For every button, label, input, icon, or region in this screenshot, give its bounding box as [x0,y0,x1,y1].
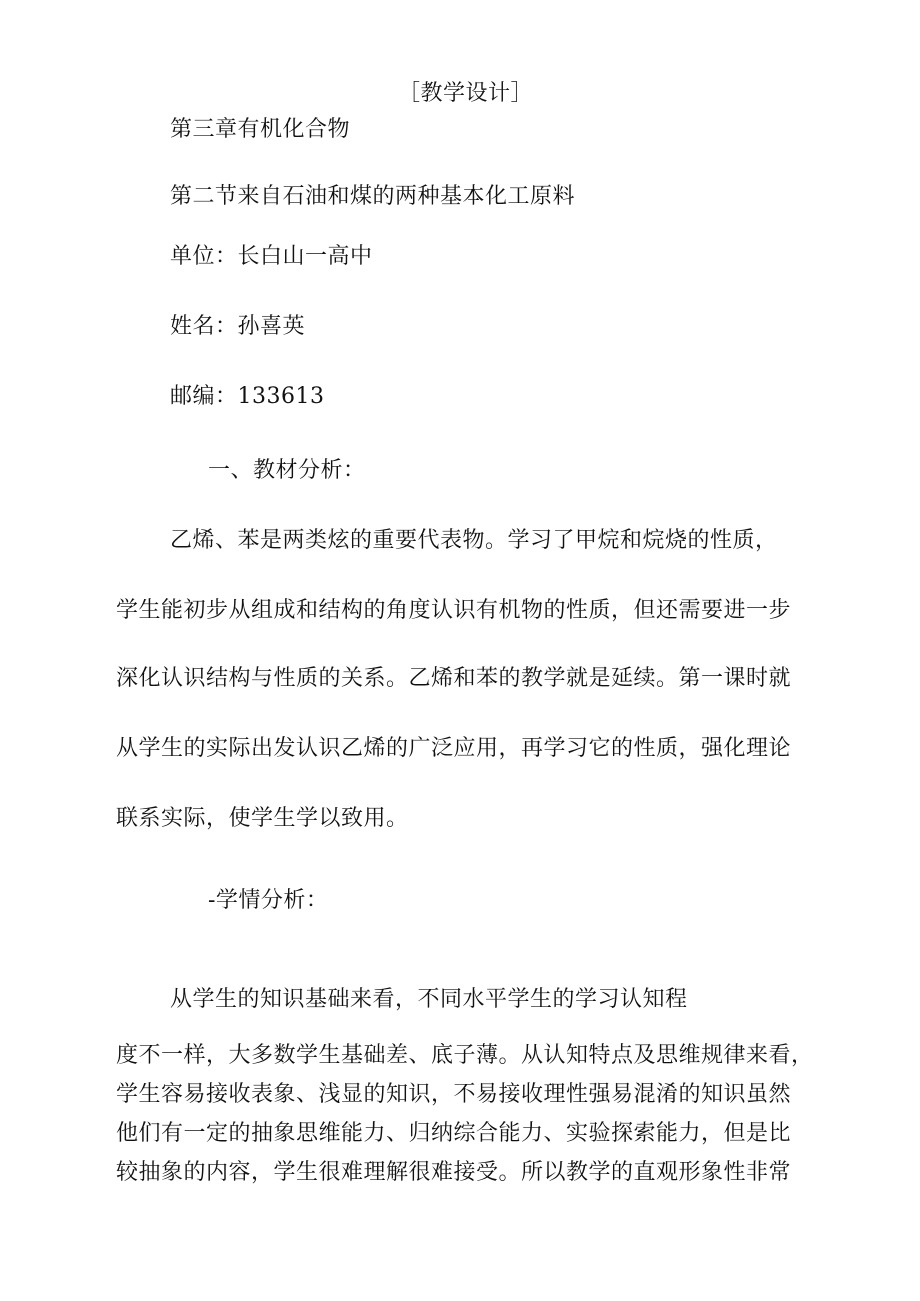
section1-line: 乙烯、苯是两类炫的重要代表物。学习了甲烷和烷烧的性质， [170,528,778,553]
section-heading: 第二节来自石油和煤的两种基本化工原料 [170,184,576,209]
section2-line: 度不一样，大多数学生基础差、底子薄。从认知特点及思维规律来看， [116,1043,814,1068]
section2-line: 从学生的知识基础来看，不同水平学生的学习认知程 [170,987,688,1012]
author-name-line: 姓名：孙喜英 [170,314,306,339]
chapter-heading: 第三章有机化合物 [170,117,351,142]
section1-heading: 一、教材分析： [208,458,366,483]
section2-line: 较抽象的内容，学生很难理解很难接受。所以教学的直观形象性非常 [116,1160,792,1185]
unit-line: 单位：长白山一高中 [170,244,373,269]
section2-line: 学生容易接收表象、浅显的知识，不易接收理性强易混淆的知识虽然 [116,1082,792,1107]
section1-line: 学生能初步从组成和结构的角度认识有机物的性质，但还需要进一步 [116,598,792,623]
section1-line: 联系实际，使学生学以致用。 [116,806,409,831]
postcode-line: 邮编：133613 [170,384,325,409]
section2-line: 他们有一定的抽象思维能力、归纳综合能力、实验探索能力，但是比 [116,1121,792,1146]
doc-title: ［教学设计］ [398,81,534,106]
section1-line: 从学生的实际出发认识乙烯的广泛应用，再学习它的性质，强化理论 [116,736,792,761]
section2-heading: -学情分析： [208,888,329,913]
section1-line: 深化认识结构与性质的关系。乙烯和苯的教学就是延续。第一课时就 [116,666,792,691]
